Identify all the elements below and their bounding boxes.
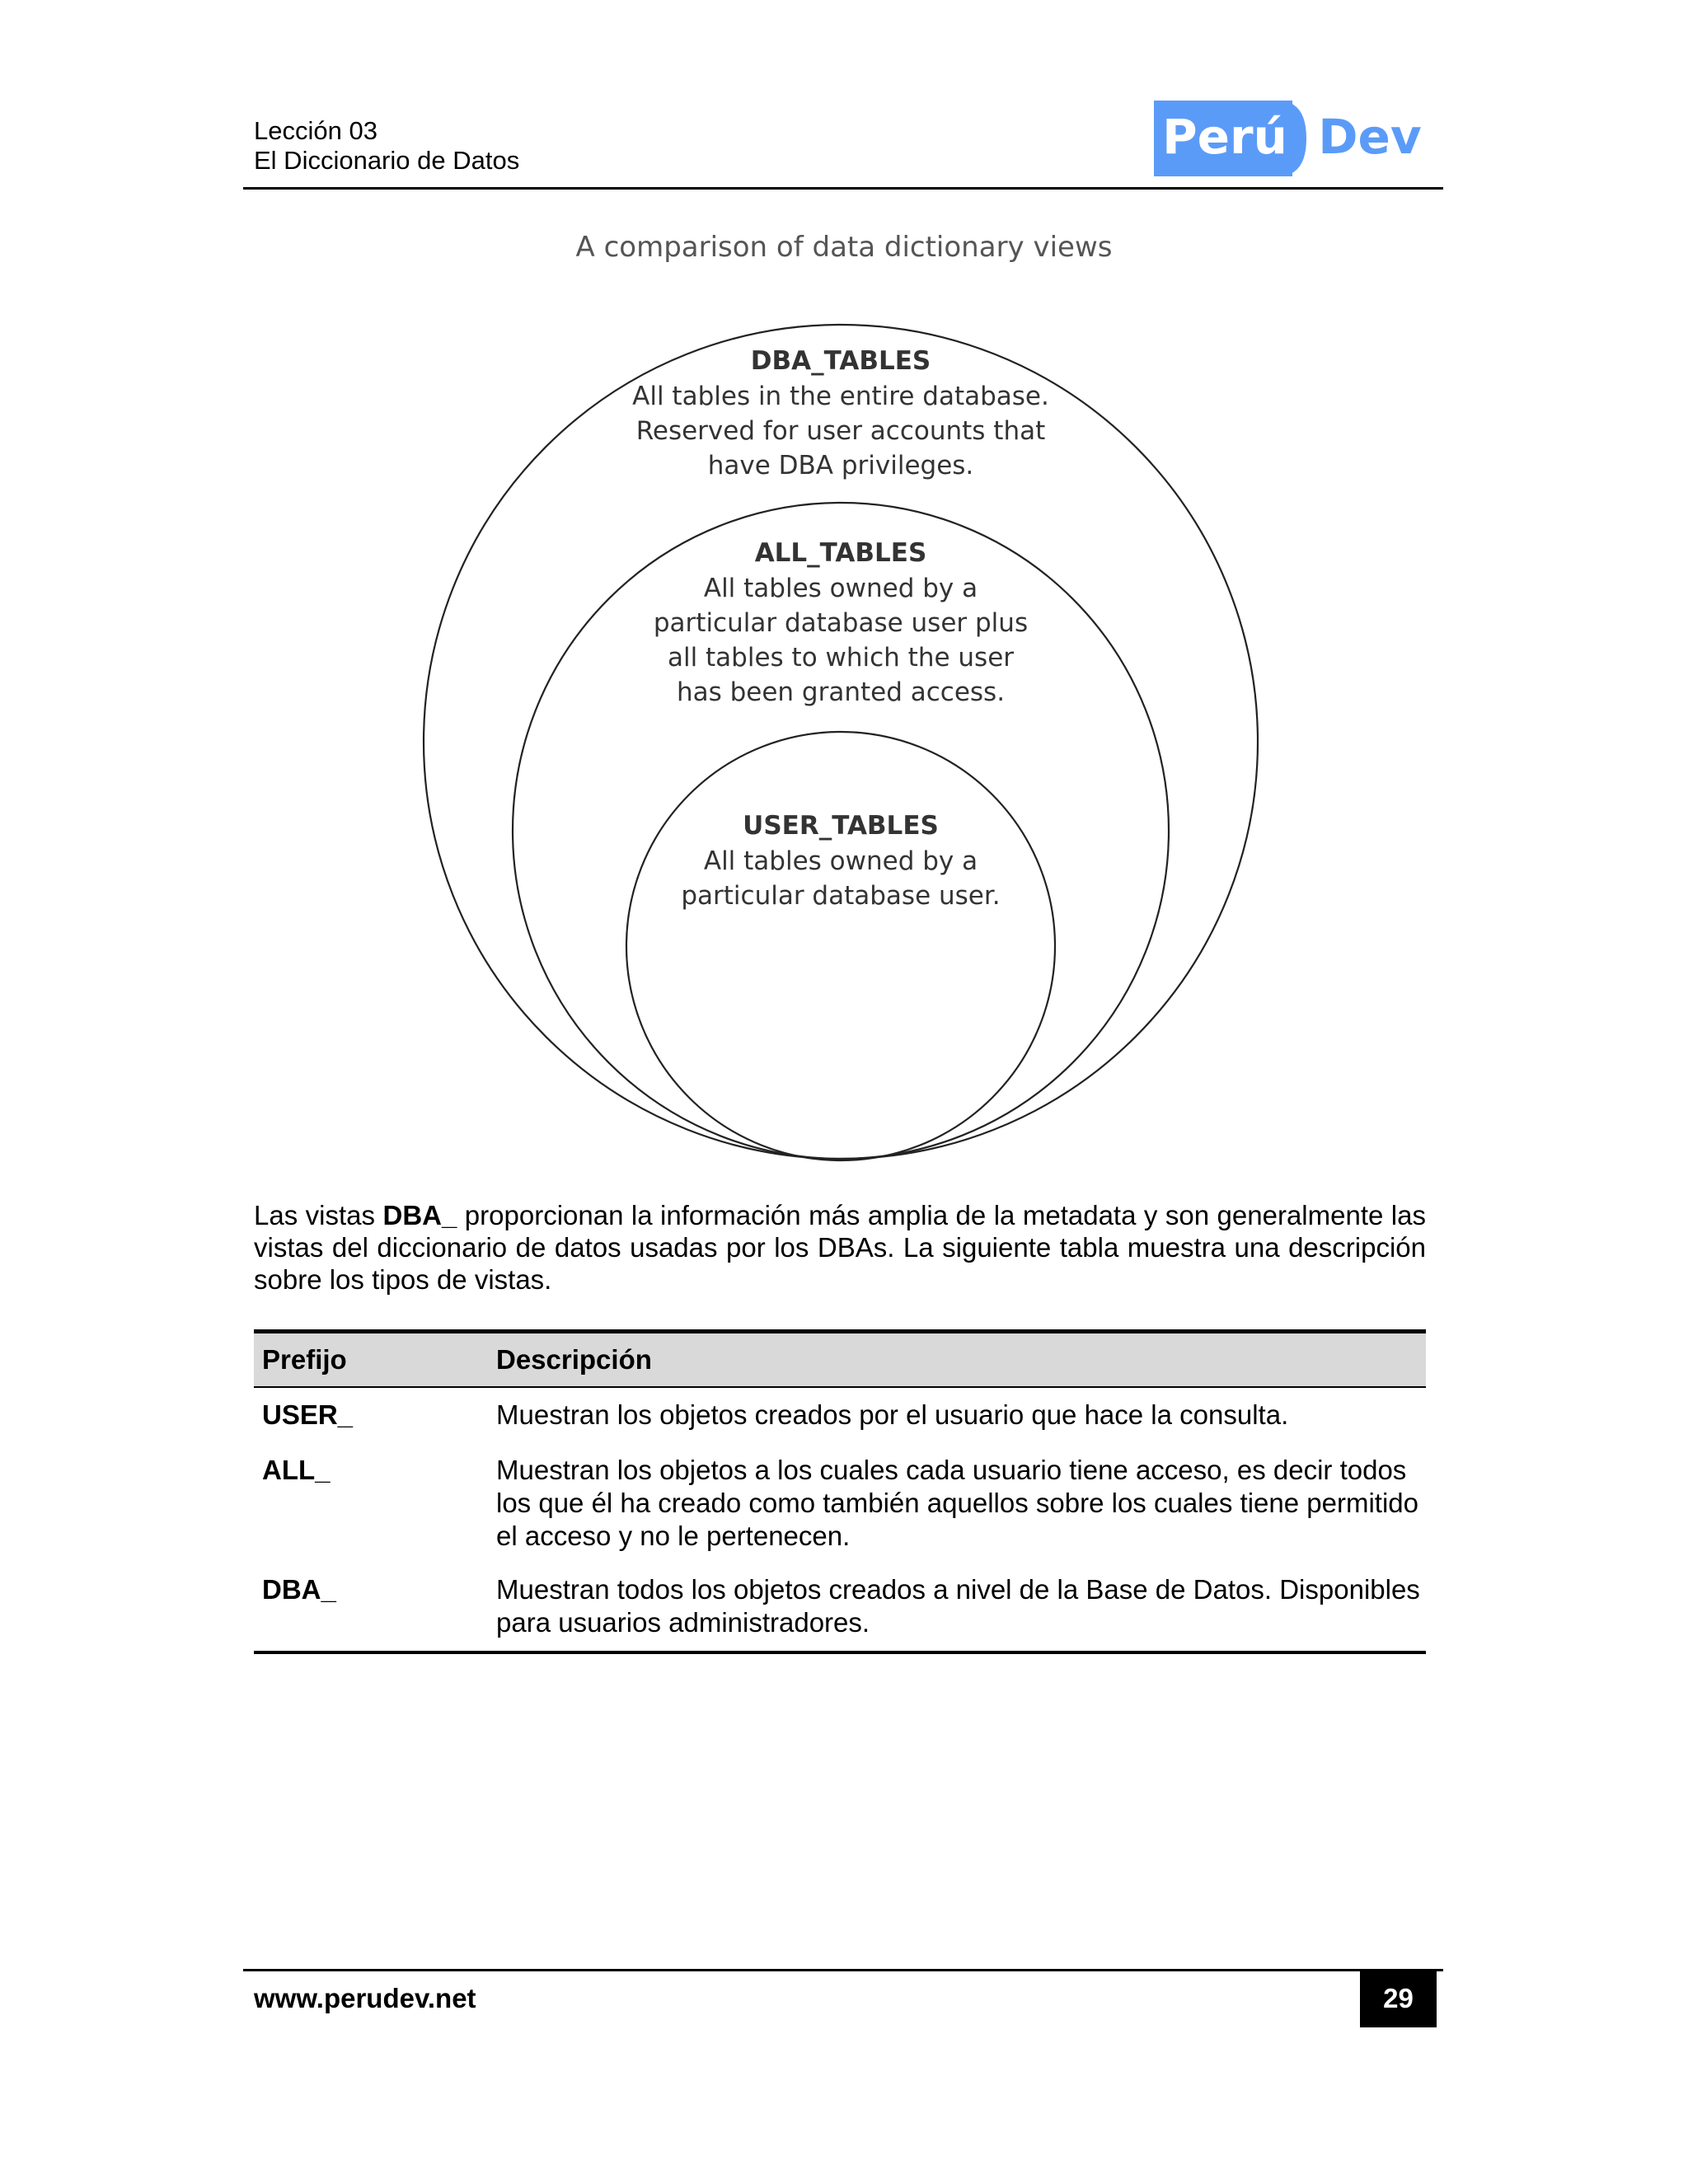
dba-tables-line: have DBA privileges.: [707, 451, 974, 480]
dba-tables-title: DBA_TABLES: [750, 346, 931, 376]
all-tables-line: has been granted access.: [676, 677, 1006, 707]
user-tables-line: All tables owned by a: [703, 846, 978, 876]
table-bottom-rule: [254, 1651, 1426, 1654]
table-header-prefix: Prefijo: [262, 1344, 347, 1375]
table-header-description: Descripción: [496, 1344, 652, 1375]
page-number: 29: [1360, 1970, 1437, 2027]
all-tables-line: particular database user plus: [653, 608, 1029, 638]
dba-tables-line: All tables in the entire database.: [632, 382, 1049, 411]
body-paragraph: [254, 1199, 1426, 1296]
footer-website: www.perudev.net: [254, 1983, 476, 2013]
table-row-description: Muestran los objetos creados por el usuario que hace la consulta.: [496, 1399, 1289, 1430]
logo-text-peru: Perú: [1162, 109, 1287, 165]
data-dictionary-venn-diagram: [412, 320, 1269, 1169]
paragraph-text: proporcionan la información más amplia de la metadata y son generalmente las vistas del diccionario de datos usadas por los DBAs. La siguiente tabla muestra una descripción sobre los tipos de vistas.: [254, 1200, 1426, 1295]
all-tables-line: All tables owned by a: [703, 574, 978, 603]
table-header-row: [254, 1333, 1426, 1386]
lesson-number: Lección 03: [254, 116, 377, 145]
table-row-prefix: ALL_: [262, 1455, 331, 1485]
user-tables-title: USER_TABLES: [743, 811, 939, 841]
all-tables-line: all tables to which the user: [667, 643, 1015, 673]
table-row-prefix: DBA_: [262, 1574, 336, 1605]
table-row-description: Muestran los objetos a los cuales cada usuario tiene acceso, es decir todos los que él ha creado como también aquellos sobre los cuales tiene permitido el acceso y no le pertenecen.: [496, 1455, 1418, 1551]
paragraph-bold-term: DBA_: [382, 1200, 457, 1230]
user-tables-circle: [626, 732, 1055, 1160]
all-tables-title: ALL_TABLES: [754, 538, 927, 568]
table-header-rule: [254, 1386, 1426, 1388]
figure-title: A comparison of data dictionary views: [575, 231, 1113, 264]
paragraph-text: Las vistas: [254, 1200, 383, 1230]
user-tables-line: particular database user.: [681, 881, 1001, 911]
footer-rule: [243, 1969, 1443, 1971]
header-rule: [243, 187, 1443, 190]
lesson-subject: El Diccionario de Datos: [254, 146, 520, 175]
dba-tables-circle: [424, 325, 1258, 1159]
table-row-prefix: USER_: [262, 1399, 354, 1430]
dba-tables-line: Reserved for user accounts that: [635, 416, 1046, 446]
logo-text-dev: Dev: [1318, 109, 1422, 165]
perudev-logo: [1154, 101, 1428, 176]
table-row-description: Muestran todos los objetos creados a nivel de la Base de Datos. Disponibles para usuarios administradores.: [496, 1574, 1420, 1638]
